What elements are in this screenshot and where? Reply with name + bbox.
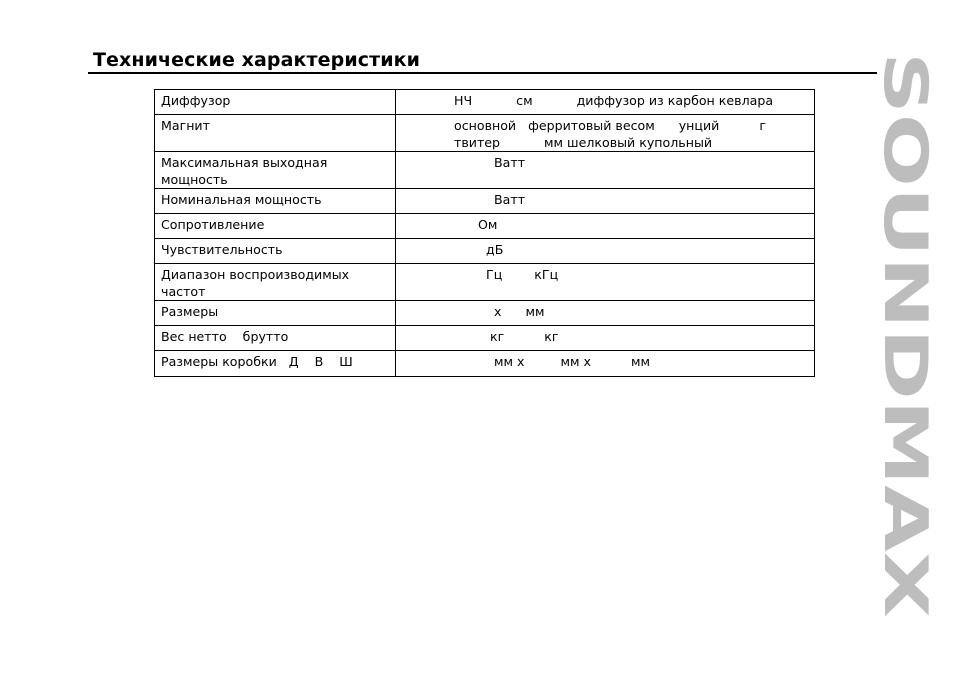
spec-value: Ом [396,214,815,239]
spec-value: кг кг [396,326,815,351]
spec-row [155,189,815,214]
spec-label: Магнит [155,115,396,152]
spec-value: основной ферритовый весом унций г твитер мм шелковый купольный [396,115,815,152]
spec-label: Вес нетто брутто [155,326,396,351]
spec-row [155,115,815,152]
brand-logo [870,50,940,620]
spec-row [155,239,815,264]
spec-row [155,214,815,239]
spec-label: Чувствительность [155,239,396,264]
spec-value: Ватт [396,189,815,214]
spec-row [155,301,815,326]
spec-row [155,90,815,115]
spec-label: Диффузор [155,90,396,115]
spec-row [155,152,815,189]
spec-label: Диапазон воспроизводимых частот [155,264,396,301]
spec-label: Номинальная мощность [155,189,396,214]
spec-value: дБ [396,239,815,264]
spec-row [155,326,815,351]
spec-table [154,89,815,377]
page-title: Технические характеристики [93,49,421,71]
brand-logo-text: SOUNDMAX [870,52,940,448]
spec-label: Максимальная выходная мощность [155,152,396,189]
spec-value: Гц кГц [396,264,815,301]
spec-label: Размеры коробки Д В Ш [155,351,396,377]
spec-value: мм х мм х мм [396,351,815,377]
spec-row [155,351,815,377]
spec-row [155,264,815,301]
spec-value: Ватт [396,152,815,189]
spec-value: НЧ см диффузор из карбон кевлара [396,90,815,115]
title-underline [88,72,877,74]
spec-label: Сопротивление [155,214,396,239]
spec-label: Размеры [155,301,396,326]
spec-value: х мм [396,301,815,326]
